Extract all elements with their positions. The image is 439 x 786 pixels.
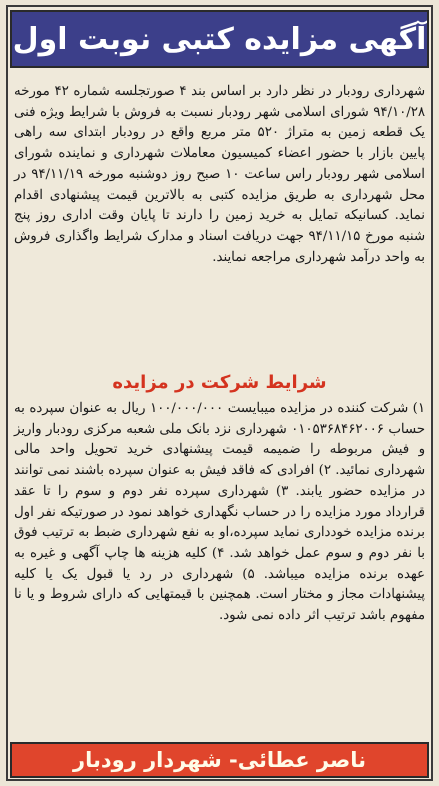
notice-title: آگهی مزایده کتبی نوبت اول [12, 21, 427, 57]
signature-text: ناصر عطائی- شهردار رودبار [73, 748, 367, 772]
notice-body: شهرداری رودبار در نظر دارد بر اساس بند ۴ صورتجلسه شماره ۴۲ مورخه ۹۴/۱۰/۲۸ شورای اسلامی شهر رودبار نسبت به فروش با شرایط ویژه فنی یک قطعه زمین به متراژ ۵۲۰ متر مربع واقع در رودبار ابتدای سه راهی پایین بازار با حضور اعضاء کمیسیون معاملات شهرداری و نماینده شورای اسلامی شهر رودبار راس ساعت ۱۰ صبح روز دوشنبه مورخه ۹۴/۱۱/۱۹ در محل شهرداری به طریق مزایده کتبی به بالاترین قیمت پیشنهادی اقدام نماید. کسانیکه تمایل به خرید زمین را دارند تا پایان وقت اداری روز پنج شنبه مورخ ۹۴/۱۱/۱۵ جهت دریافت اسناد و مدارک شرایط واگذاری فروش به واحد درآمد شهرداری مراجعه نمایند. [14, 84, 426, 265]
notice-header [10, 10, 429, 68]
signature-footer [10, 742, 429, 778]
conditions-heading: شرایط شرکت در مزایده [112, 372, 327, 393]
conditions-body: ۱) شرکت کننده در مزایده میبایست ۱۰۰/۰۰۰/۰۰۰ ریال به عنوان سپرده به حساب ۰۱۰۵۳۶۸۴۶۲۰۰۶ شهرداری نزد بانک ملی شعبه مرکزی رودبار واریز و فیش مربوطه را ضمیمه قیمت پیشنهادی خرید تحویل واحد مالی شهرداری نمائید. ۲) افرادی که فاقد فیش به عنوان سپرده باشند نمی توانند در مزایده حضور یابند. ۳) شهرداری سپرده نفر دوم و سوم را تا عقد قرارداد مورد مزایده را در حساب نگهداری خواهد نمود در صورتیکه نفر اول برنده مزایده خودداری نماید سپرده،او به نفع شهرداری ضبط به ترتیب فوق با نفر دوم و سوم عمل خواهد شد. ۴) کلیه هزینه ها چاپ آگهی و غیره به عهده برنده مزایده میباشد. ۵) شهرداری در رد یا قبول یک یا کلیه پیشنهادات مجاز و مختار است. همچنین با قیمتهایی که دارای شروط و یا نا مفهوم باشد ترتیب اثر داده نمی شود. [14, 401, 425, 624]
